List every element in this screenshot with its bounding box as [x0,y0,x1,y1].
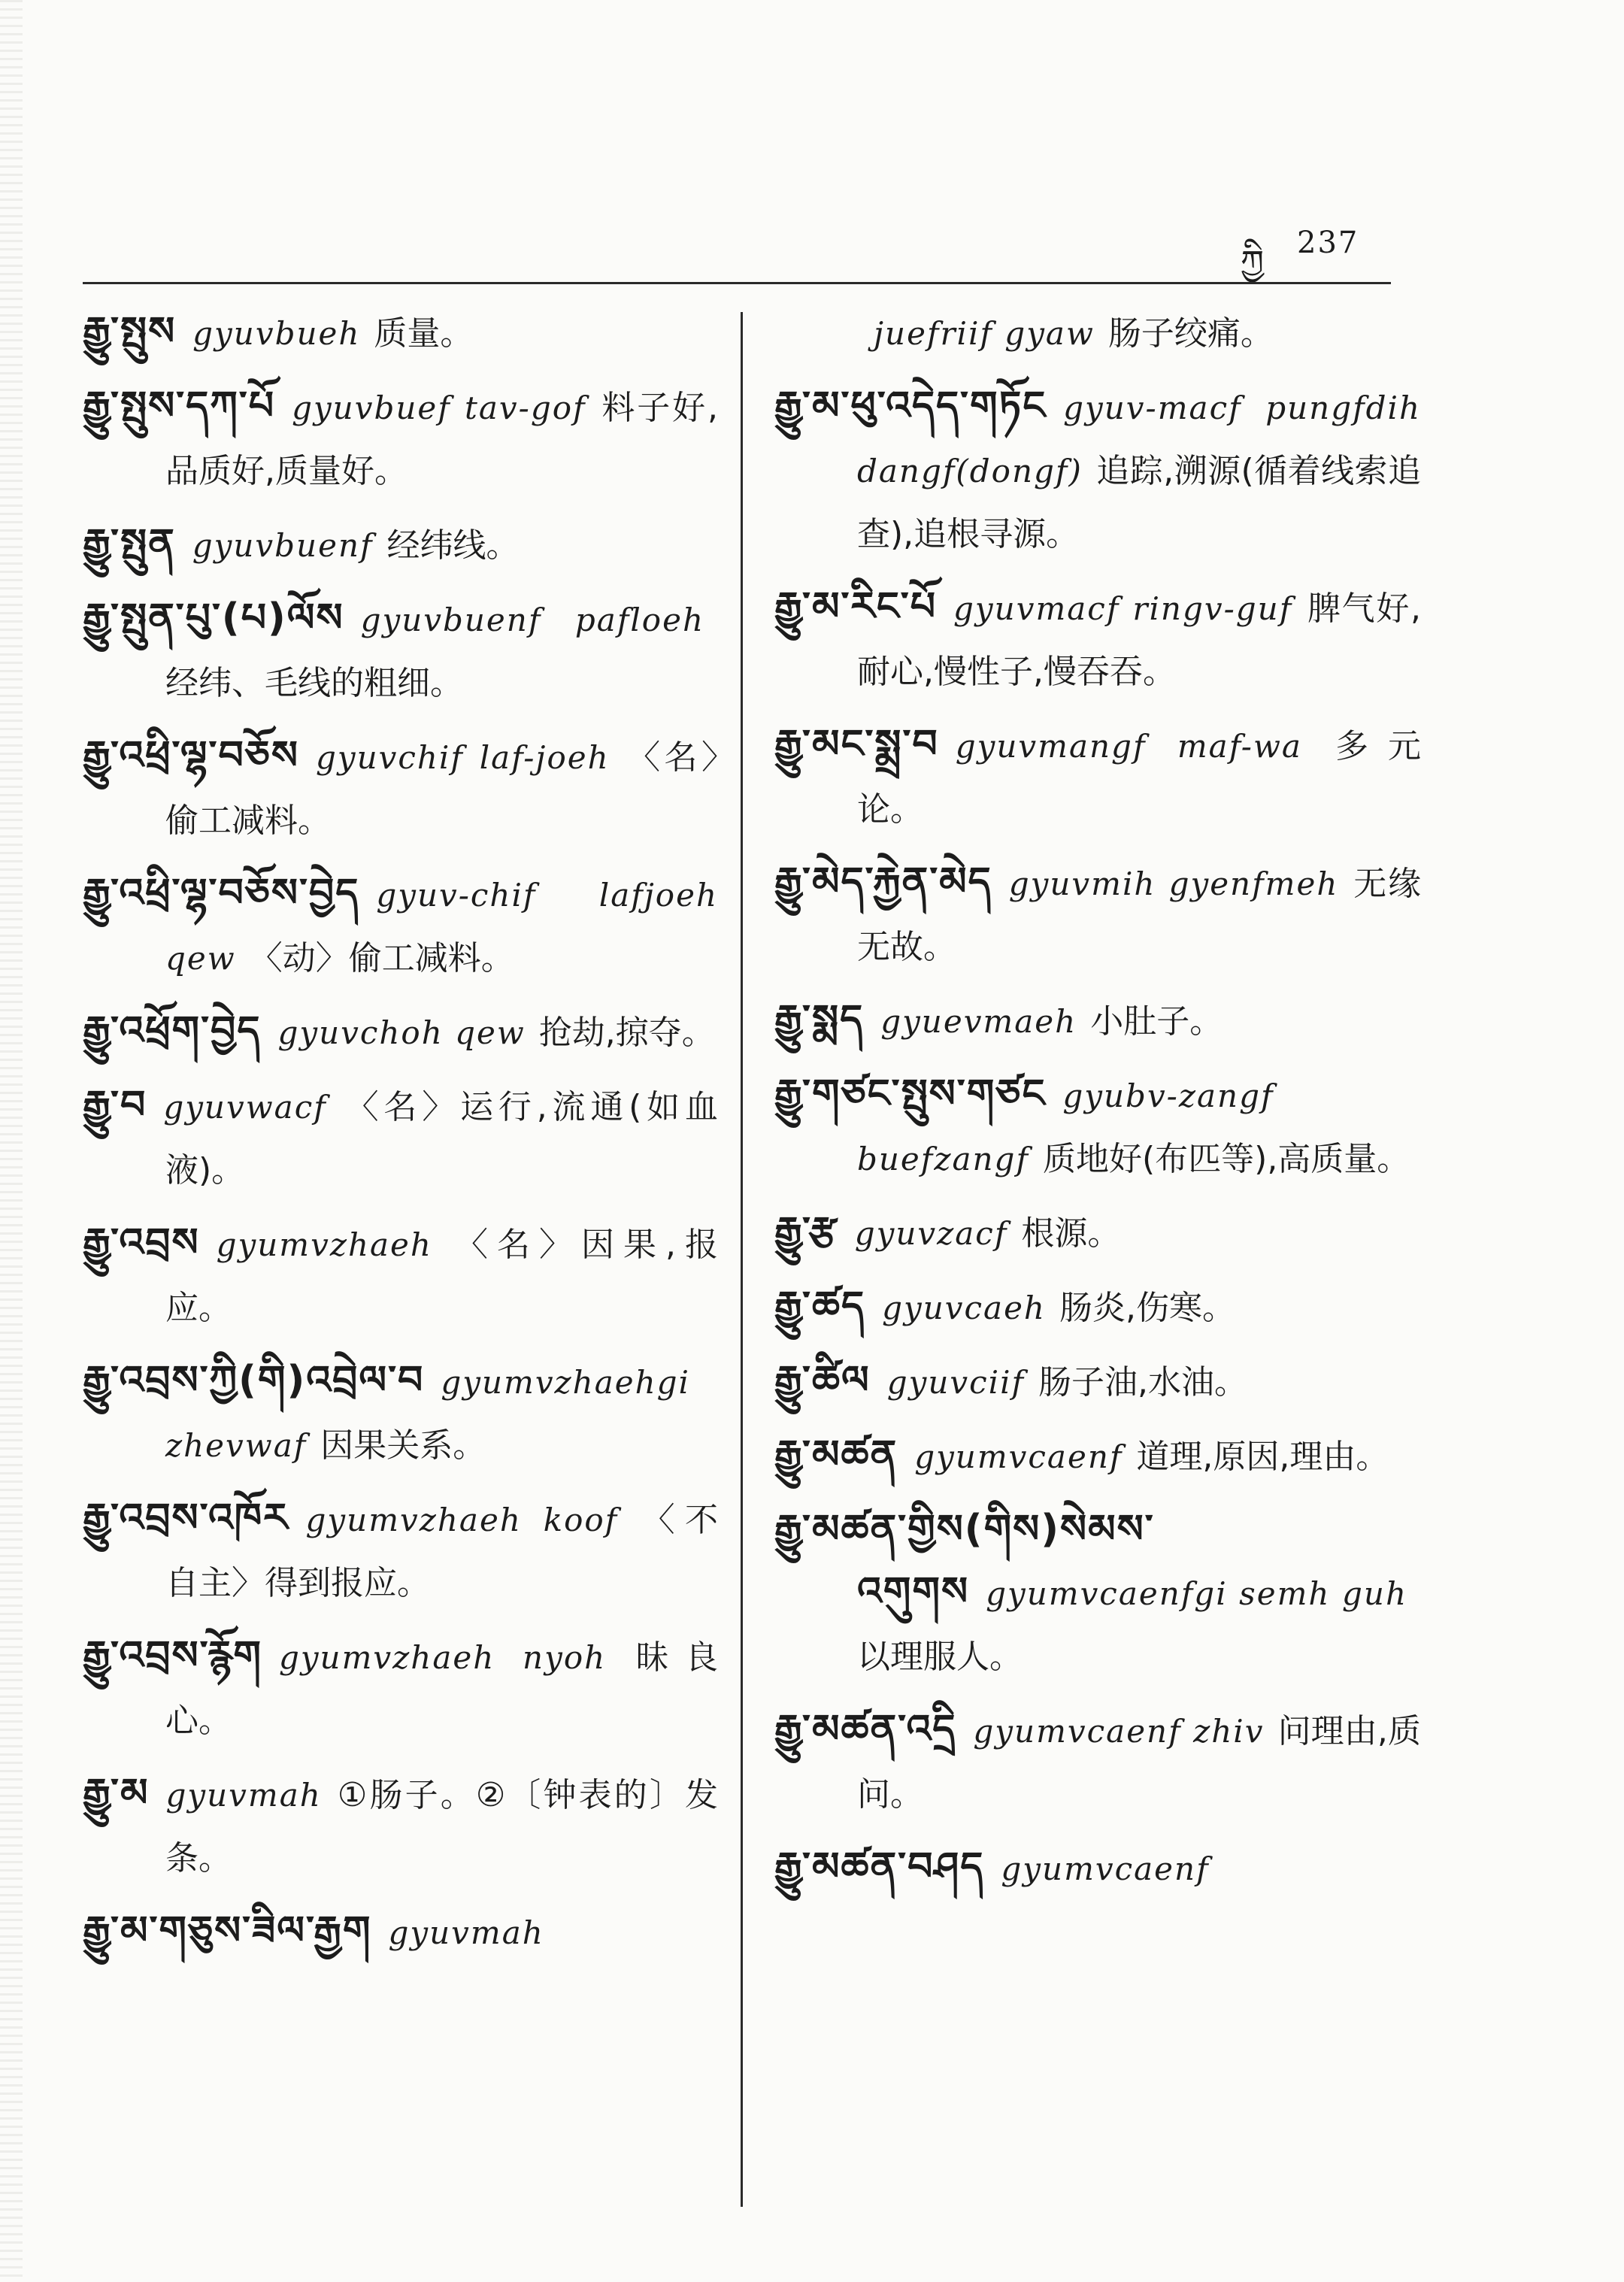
entry-gloss: 经纬线。 [386,526,520,565]
entry-headword: རྒྱུ་མ་ཕུ་འདེད་གཏོང [774,383,1047,429]
entry-romanization: juefriif gyaw [874,315,1095,352]
entry-gloss: 〈不自主〉得到报应。 [165,1501,719,1602]
entry-gloss: 根源。 [1021,1214,1121,1253]
dictionary-entry [774,301,1421,365]
entry-gloss: 质量。 [374,314,474,353]
entry-romanization: gyumvzhaeh koof [305,1502,619,1538]
entry-romanization: gyuvchoh qew [277,1014,526,1051]
page-number: 237 [1297,226,1359,260]
column-divider [741,312,743,2207]
entry-gloss: 〈名〉偷工减料。 [165,738,718,840]
entry-headword: རྒྱུ་རྩ [774,1209,838,1254]
dictionary-entry [83,587,718,714]
entry-headword: རྒྱུ་གཙང་སྤུས་གཙང [774,1071,1047,1117]
dictionary-entry [83,513,718,577]
entry-romanization: gyuevmaeh [880,1003,1077,1040]
entry-gloss: 追踪,溯源(循着线索追查),追根寻源。 [857,452,1421,553]
entry-gloss: 以理服人。 [857,1638,1023,1676]
entry-headword: རྒྱུ་སྨད [774,997,865,1042]
header-tibetan-mark: ཀྱི [1241,244,1264,282]
entry-gloss: 昧良心。 [165,1638,719,1740]
entry-gloss: 脾气好,耐心,慢性子,慢吞吞。 [857,589,1421,691]
entry-gloss: 肠子油,水油。 [1038,1363,1248,1402]
dictionary-entry [83,725,718,852]
entry-romanization: gyuvcaeh [882,1289,1046,1326]
entry-headword: རྒྱུ་སྤུས [83,309,177,354]
entry-gloss: 〈动〉偷工减料。 [249,939,514,977]
entry-gloss: 多元论。 [857,727,1422,829]
entry-romanization: gyuvbueh [192,315,361,352]
entry-gloss: 问理由,质问。 [857,1712,1421,1814]
dictionary-entry [774,1350,1421,1414]
dictionary-entry [774,576,1421,703]
entry-gloss: 〈名〉因果,报应。 [165,1226,718,1327]
entry-romanization: gyubv-zangf buefzangf [857,1077,1274,1177]
entry-romanization: gyuvmah [165,1777,322,1814]
entry-gloss: 料子好,品质好,质量好。 [165,389,718,490]
dictionary-entry [774,1424,1421,1488]
entry-headword: རྒྱུ་འཕྲི་ལྷ་བཅོས་བྱེད [83,871,360,916]
left-column [83,301,718,1974]
entry-gloss: 质地好(布匹等),高质量。 [1042,1140,1410,1178]
entry-romanization: gyuvwacf [163,1089,327,1126]
entry-romanization: gyumvcaenfgi semh guh [986,1575,1407,1612]
entry-headword: རྒྱུ་མཚན [774,1432,898,1477]
right-column [774,301,1421,1911]
entry-headword: རྒྱུ་མང་སྨྲ་བ [774,722,939,767]
dictionary-entry [774,1275,1421,1339]
entry-gloss: 经纬、毛线的粗细。 [165,664,463,702]
dictionary-entry [774,1699,1421,1826]
entry-romanization: gyumvcaenf [914,1438,1123,1475]
dictionary-entry [83,1762,718,1890]
entry-headword: རྒྱུ་སྤུན་པུ་(པ)ལོས [83,596,344,641]
entry-romanization: gyuvzacf [854,1215,1008,1252]
scan-edge-noise [0,0,23,2282]
entry-headword: རྒྱུ་སྤུས་དཀ་པོ [83,383,276,429]
entry-romanization: gyuvbuef tav-gof [292,389,586,426]
entry-gloss: 抢劫,掠夺。 [538,1014,715,1052]
entry-headword: རྒྱུ་ཚད [774,1283,866,1329]
entry-romanization: gyumvcaenf [1001,1850,1210,1887]
dictionary-entry [774,851,1421,978]
dictionary-entry [774,1201,1421,1265]
entry-headword: རྒྱུ་མ [83,1771,150,1816]
entry-headword: རྒྱུ་མཚན་བཤད [774,1844,985,1890]
entry-headword: རྒྱུ་འབྲས་ཀྱི(གི)འབྲེལ་བ [83,1358,425,1403]
entry-headword: རྒྱུ་འབྲས་འཁོར [83,1496,289,1541]
entry-gloss: 肠炎,伤寒。 [1059,1289,1235,1327]
dictionary-entry [83,1350,718,1477]
dictionary-entry [83,1000,718,1064]
dictionary-entry [774,989,1421,1053]
entry-romanization: gyuvmacf ringv-guf [953,590,1293,627]
entry-romanization: gyuvmah [388,1914,544,1951]
entry-gloss: 〈名〉运行,流通(如血液)。 [165,1088,718,1189]
entry-headword: རྒྱུ་མ་རིང་པོ [774,584,938,629]
entry-gloss: 因果关系。 [320,1426,486,1465]
dictionary-entry [83,1212,718,1339]
entry-headword: རྒྱུ་འབྲས [83,1220,200,1265]
entry-romanization: gyumvzhaeh nyoh [278,1639,607,1676]
dictionary-entry [83,1625,718,1752]
entry-gloss: 肠子绞痛。 [1107,314,1274,353]
entry-romanization: gyuvciif [886,1364,1026,1401]
dictionary-entry [83,375,718,502]
entry-romanization: gyumvzhaehgi zhevwaf [165,1364,690,1464]
entry-gloss: 无缘无故。 [857,865,1421,966]
entry-romanization: gyuvchif laf-joeh [315,739,610,776]
dictionary-entry [774,714,1421,841]
entry-headword: རྒྱུ་བ [83,1083,147,1128]
entry-gloss: 道理,原因,理由。 [1136,1438,1389,1476]
entry-headword: རྒྱུ་སྤུན [83,521,176,566]
entry-headword: རྒྱུ་མ་གཅུས་ཟིལ་རྒྱག [83,1908,372,1953]
entry-romanization: gyumvcaenf zhiv [973,1713,1265,1750]
dictionary-entry [774,1836,1421,1900]
entry-headword: རྒྱུ་ཚིལ [774,1358,871,1403]
dictionary-entry [83,301,718,365]
dictionary-entry [83,1074,718,1202]
dictionary-entry [83,1900,718,1964]
header-rule [83,282,1391,284]
dictionary-entry [774,1063,1421,1190]
entry-headword: རྒྱུ་འཕྲོག་བྱེད [83,1008,262,1053]
entry-romanization: gyuvbuenf [192,527,374,564]
entry-headword: རྒྱུ་མེད་རྐྱེན་མེད [774,859,992,905]
dictionary-entry [83,1487,718,1614]
entry-headword: རྒྱུ་འཕྲི་ལྷ་བཅོས [83,733,299,778]
entry-romanization: gyumvzhaeh [216,1226,432,1263]
entry-romanization: gyuvmangf maf-wa [955,728,1302,765]
entry-gloss: 小肚子。 [1090,1002,1223,1041]
entry-headword: རྒྱུ་མཚན་གྱིས(གིས)སེམས་འགུགས [774,1507,1155,1614]
entry-headword: རྒྱུ་འབྲས་རྙོག [83,1633,262,1678]
dictionary-entry [83,862,718,989]
entry-romanization: gyuv-chif lafjoeh qew [165,877,718,977]
dictionary-entry [774,1499,1421,1688]
entry-romanization: gyuvbuenf pafloeh [360,602,704,638]
dictionary-entry [774,375,1421,565]
entry-headword: རྒྱུ་མཚན་འདྲི [774,1707,957,1752]
entry-romanization: gyuvmih gyenfmeh [1008,865,1339,902]
entry-romanization: gyuv-macf pungfdih dangf(dongf) [857,389,1421,489]
entry-gloss: ①肠子。②〔钟表的〕发条。 [165,1776,718,1877]
page-header [83,226,1391,282]
